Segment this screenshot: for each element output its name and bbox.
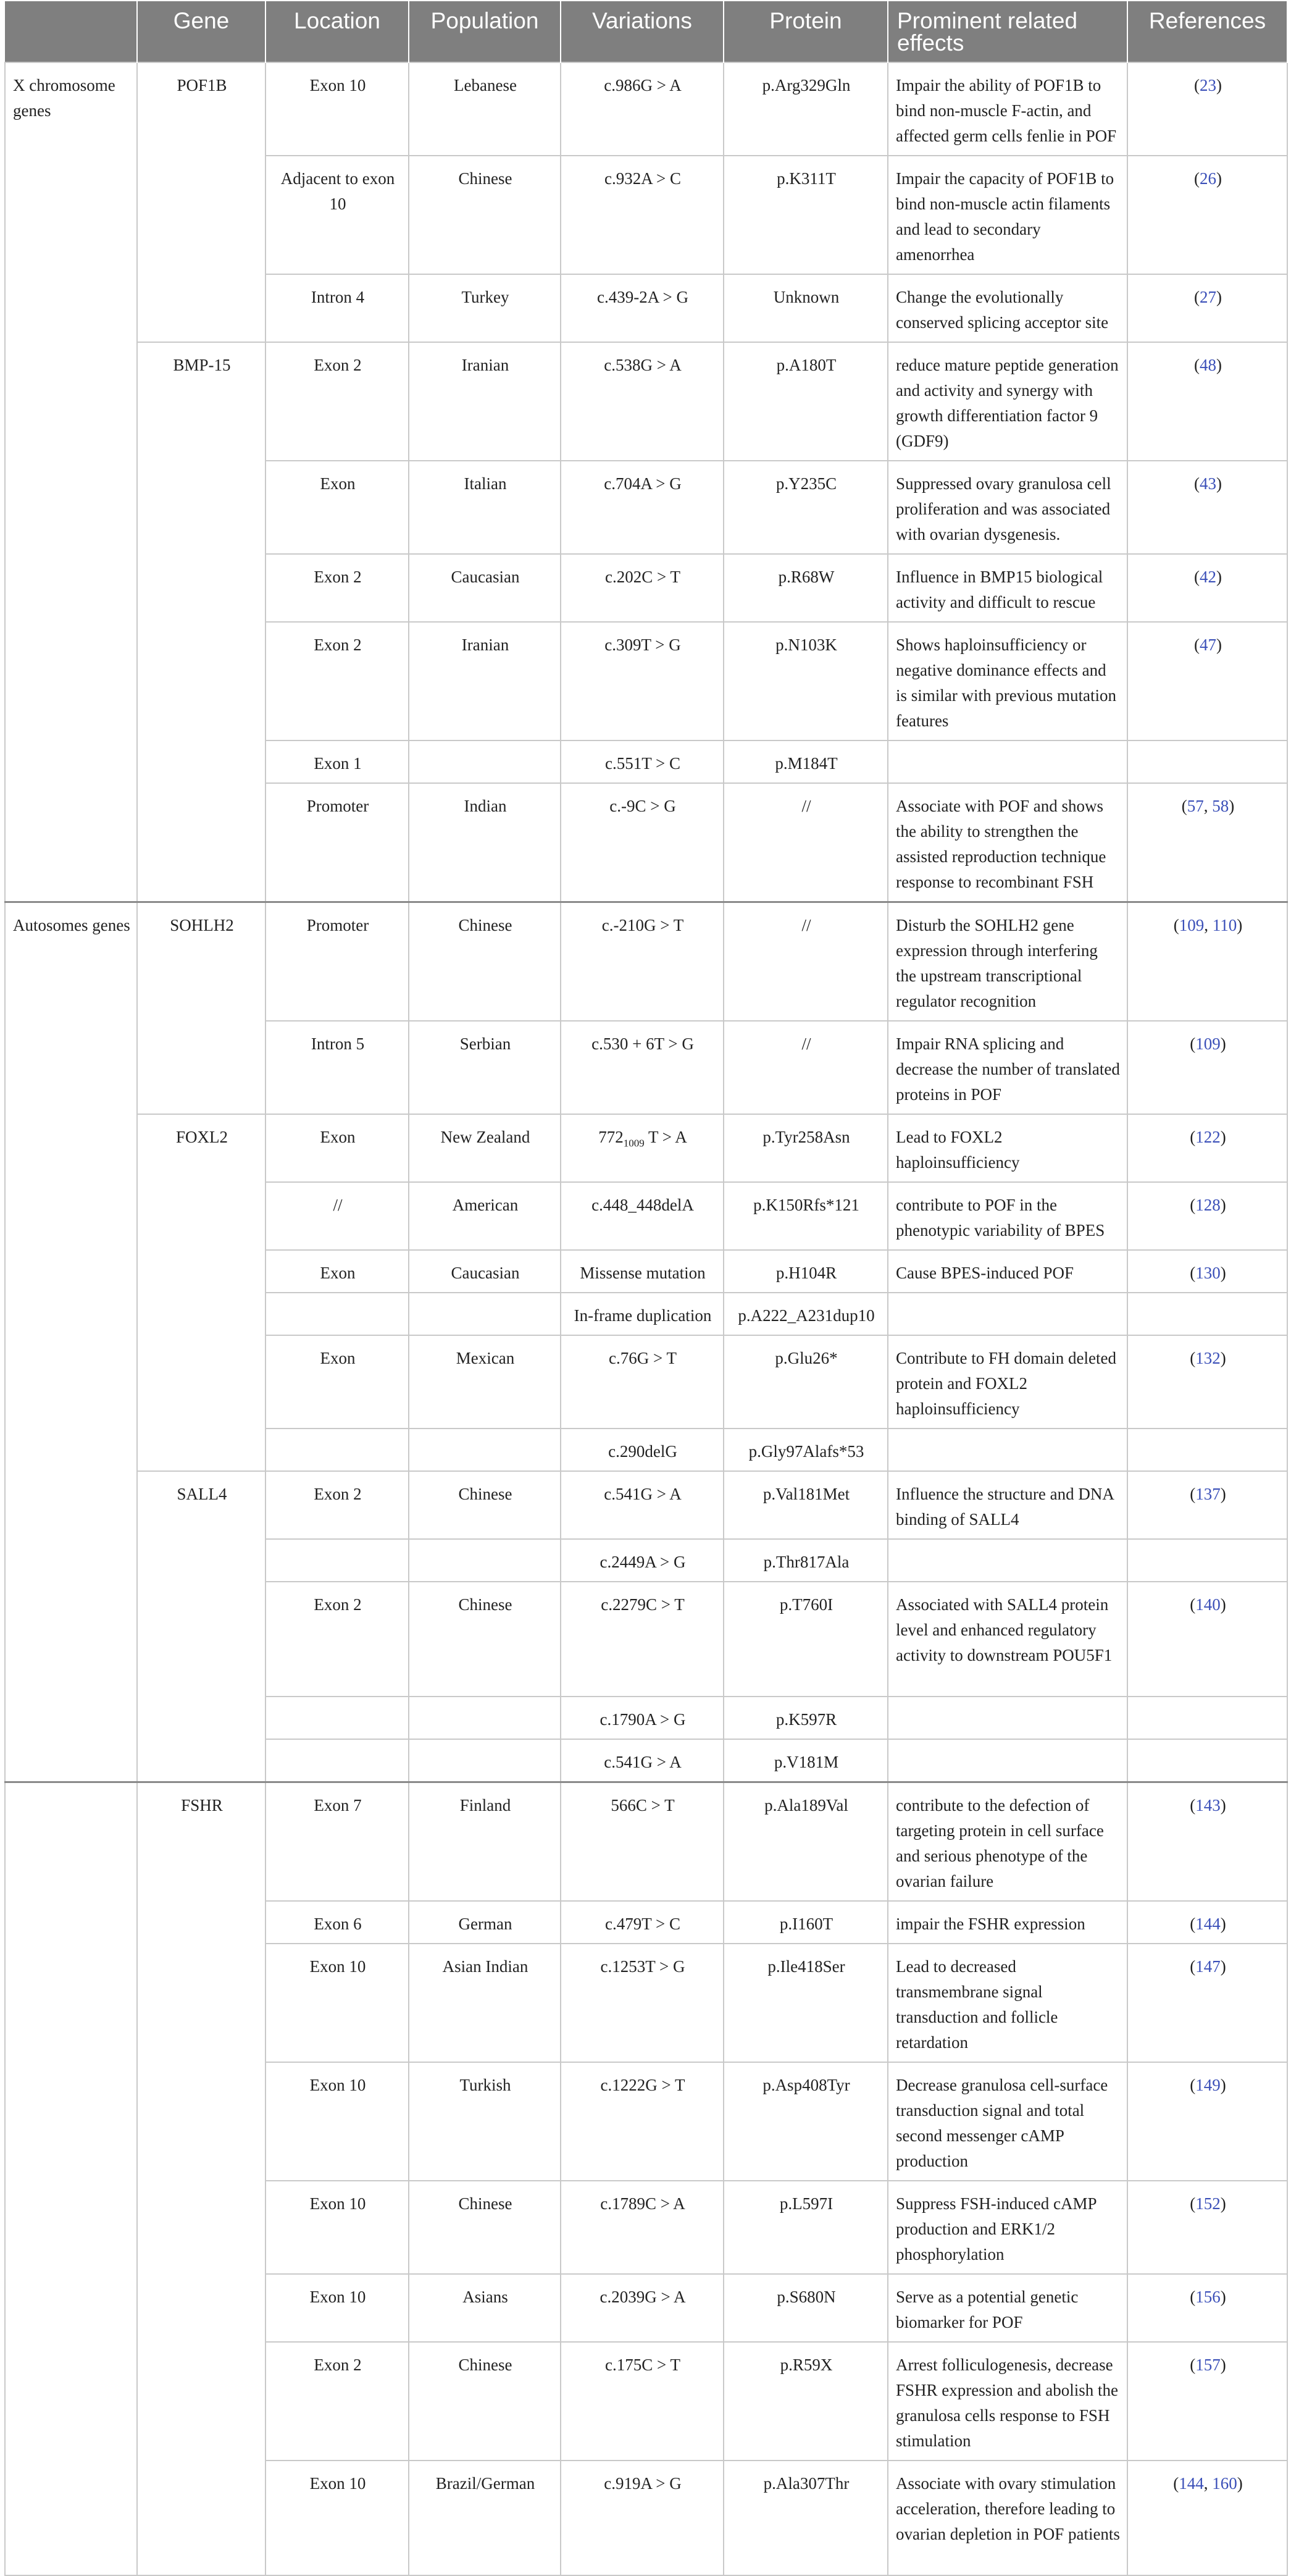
variation-cell: c.309T > G bbox=[561, 622, 724, 740]
references-cell bbox=[1127, 1539, 1287, 1582]
protein-cell: p.H104R bbox=[724, 1250, 888, 1293]
population-cell: Italian bbox=[409, 461, 561, 554]
group-label bbox=[5, 1782, 137, 2576]
reference-link[interactable]: 144 bbox=[1195, 1915, 1221, 1933]
protein-cell: p.M184T bbox=[724, 740, 888, 783]
variation-cell: c.551T > C bbox=[561, 740, 724, 783]
references-cell: (144, 160) bbox=[1127, 2461, 1287, 2575]
references-cell: (109) bbox=[1127, 1021, 1287, 1114]
reference-link[interactable]: 109 bbox=[1179, 916, 1205, 934]
protein-cell: p.Ile418Ser bbox=[724, 1944, 888, 2062]
variation-cell: c.986G > A bbox=[561, 62, 724, 156]
references-cell: (122) bbox=[1127, 1114, 1287, 1182]
effect-cell: contribute to the defection of targeting protein in cell surface and serious phenotype of the ovarian failure bbox=[888, 1782, 1127, 1902]
variation-text: 772 bbox=[598, 1128, 624, 1146]
references-cell bbox=[1127, 1697, 1287, 1739]
table-row bbox=[5, 1782, 1287, 1902]
location-cell: Exon 6 bbox=[265, 1901, 409, 1944]
references-cell: (157) bbox=[1127, 2342, 1287, 2461]
location-cell bbox=[265, 1429, 409, 1471]
reference-link[interactable]: 160 bbox=[1212, 2474, 1237, 2493]
reference-link[interactable]: 122 bbox=[1195, 1128, 1221, 1146]
effect-cell: Impair RNA splicing and decrease the number of translated proteins in POF bbox=[888, 1021, 1127, 1114]
gene-name: POF1B bbox=[137, 62, 265, 342]
header-row bbox=[5, 1, 1287, 62]
header-references: References bbox=[1127, 1, 1287, 62]
header-blank bbox=[5, 1, 137, 62]
protein-cell: p.V181M bbox=[724, 1739, 888, 1782]
variation-cell: c.932A > C bbox=[561, 156, 724, 274]
variation-cell: c.704A > G bbox=[561, 461, 724, 554]
variation-cell: c.1222G > T bbox=[561, 2062, 724, 2181]
location-cell: Exon 1 bbox=[265, 740, 409, 783]
population-cell: Brazil/German bbox=[409, 2461, 561, 2575]
population-cell: American bbox=[409, 1182, 561, 1250]
effect-cell bbox=[888, 1539, 1127, 1582]
reference-link[interactable]: 48 bbox=[1200, 356, 1216, 374]
effect-cell bbox=[888, 1697, 1127, 1739]
protein-cell: p.I160T bbox=[724, 1901, 888, 1944]
gene-name: SOHLH2 bbox=[137, 902, 265, 1115]
location-cell: Exon bbox=[265, 1114, 409, 1182]
references-cell: (47) bbox=[1127, 622, 1287, 740]
protein-cell: p.Thr817Ala bbox=[724, 1539, 888, 1582]
population-cell bbox=[409, 1293, 561, 1335]
references-cell bbox=[1127, 740, 1287, 783]
effect-cell: Disturb the SOHLH2 gene expression through interfering the upstream transcriptional regulator recognition bbox=[888, 902, 1127, 1022]
population-cell bbox=[409, 1739, 561, 1782]
table-row bbox=[5, 1471, 1287, 1539]
reference-link[interactable]: 109 bbox=[1195, 1034, 1221, 1053]
variation-cell: c.1790A > G bbox=[561, 1697, 724, 1739]
gene-name: FSHR bbox=[137, 1782, 265, 2576]
references-cell: (147) bbox=[1127, 1944, 1287, 2062]
location-cell bbox=[265, 1293, 409, 1335]
population-cell: New Zealand bbox=[409, 1114, 561, 1182]
variation-cell: c.1253T > G bbox=[561, 1944, 724, 2062]
location-cell bbox=[265, 1739, 409, 1782]
references-cell: (137) bbox=[1127, 1471, 1287, 1539]
location-cell: Exon 2 bbox=[265, 622, 409, 740]
gene-name: BMP-15 bbox=[137, 342, 265, 902]
reference-link[interactable]: 27 bbox=[1200, 288, 1216, 306]
header-protein: Protein bbox=[724, 1, 888, 62]
location-cell: Exon 2 bbox=[265, 342, 409, 461]
variation-cell: c.76G > T bbox=[561, 1335, 724, 1429]
references-cell: (27) bbox=[1127, 274, 1287, 342]
population-cell: Chinese bbox=[409, 2181, 561, 2274]
gene-name: SALL4 bbox=[137, 1471, 265, 1782]
protein-cell: p.R59X bbox=[724, 2342, 888, 2461]
effect-cell: Arrest folliculogenesis, decrease FSHR expression and abolish the granulosa cells response to FSH stimulation bbox=[888, 2342, 1127, 2461]
variation-subscript: 1009 bbox=[623, 1137, 645, 1149]
location-cell: Intron 4 bbox=[265, 274, 409, 342]
effect-cell: Suppressed ovary granulosa cell proliferation and was associated with ovarian dysgenesis. bbox=[888, 461, 1127, 554]
population-cell bbox=[409, 1539, 561, 1582]
location-cell: Exon 2 bbox=[265, 554, 409, 622]
location-cell bbox=[265, 1697, 409, 1739]
protein-cell: p.R68W bbox=[724, 554, 888, 622]
location-cell bbox=[265, 1539, 409, 1582]
reference-link[interactable]: 47 bbox=[1200, 636, 1216, 654]
references-cell: (132) bbox=[1127, 1335, 1287, 1429]
reference-link[interactable]: 43 bbox=[1200, 474, 1216, 493]
reference-link[interactable]: 57 bbox=[1187, 797, 1204, 815]
population-cell: Iranian bbox=[409, 622, 561, 740]
table-body bbox=[5, 62, 1287, 2575]
header-population: Population bbox=[409, 1, 561, 62]
variation-cell: Missense mutation bbox=[561, 1250, 724, 1293]
location-cell: // bbox=[265, 1182, 409, 1250]
effect-cell bbox=[888, 1739, 1127, 1782]
population-cell: Iranian bbox=[409, 342, 561, 461]
references-cell: (149) bbox=[1127, 2062, 1287, 2181]
location-cell: Exon 2 bbox=[265, 2342, 409, 2461]
variation-cell: 566C > T bbox=[561, 1782, 724, 1902]
effect-cell: Lead to decreased transmembrane signal transduction and follicle retardation bbox=[888, 1944, 1127, 2062]
population-cell: Serbian bbox=[409, 1021, 561, 1114]
variation-cell: c.439-2A > G bbox=[561, 274, 724, 342]
reference-link[interactable]: 156 bbox=[1195, 2288, 1221, 2306]
location-cell: Exon 7 bbox=[265, 1782, 409, 1902]
variation-cell: c.2279C > T bbox=[561, 1582, 724, 1697]
protein-cell: p.A222_A231dup10 bbox=[724, 1293, 888, 1335]
reference-link[interactable]: 144 bbox=[1179, 2474, 1204, 2493]
effect-cell bbox=[888, 740, 1127, 783]
reference-link[interactable]: 149 bbox=[1195, 2076, 1221, 2094]
population-cell: Finland bbox=[409, 1782, 561, 1902]
population-cell: Turkish bbox=[409, 2062, 561, 2181]
variation-cell: c.538G > A bbox=[561, 342, 724, 461]
variation-cell: c.2039G > A bbox=[561, 2274, 724, 2342]
variation-cell: c.175C > T bbox=[561, 2342, 724, 2461]
reference-link[interactable]: 137 bbox=[1195, 1485, 1221, 1503]
effect-cell: Associate with ovary stimulation acceleration, therefore leading to ovarian depletion in POF patients bbox=[888, 2461, 1127, 2575]
protein-cell: // bbox=[724, 783, 888, 902]
effect-cell: reduce mature peptide generation and activity and synergy with growth differentiation factor 9 (GDF9) bbox=[888, 342, 1127, 461]
protein-cell: p.Asp408Tyr bbox=[724, 2062, 888, 2181]
references-cell: (43) bbox=[1127, 461, 1287, 554]
header-effects: Prominent related effects bbox=[888, 1, 1127, 62]
variation-cell: c.479T > C bbox=[561, 1901, 724, 1944]
variation-cell bbox=[561, 1114, 724, 1182]
location-cell: Exon 2 bbox=[265, 1582, 409, 1697]
group-label: Autosomes genes bbox=[5, 902, 137, 1782]
effect-cell: Change the evolutionally conserved splicing acceptor site bbox=[888, 274, 1127, 342]
protein-cell: p.N103K bbox=[724, 622, 888, 740]
location-cell: Exon 10 bbox=[265, 2062, 409, 2181]
protein-cell: p.Ala307Thr bbox=[724, 2461, 888, 2575]
references-cell: (130) bbox=[1127, 1250, 1287, 1293]
gene-variation-table bbox=[4, 1, 1288, 2576]
variation-cell: c.1789C > A bbox=[561, 2181, 724, 2274]
reference-link[interactable]: 132 bbox=[1195, 1349, 1221, 1367]
population-cell: Caucasian bbox=[409, 1250, 561, 1293]
effect-cell bbox=[888, 1293, 1127, 1335]
references-cell: (23) bbox=[1127, 62, 1287, 156]
effect-cell: Influence in BMP15 biological activity and difficult to rescue bbox=[888, 554, 1127, 622]
variation-cell: c.541G > A bbox=[561, 1739, 724, 1782]
reference-link[interactable]: 110 bbox=[1212, 916, 1237, 934]
effect-cell: Contribute to FH domain deleted protein and FOXL2 haploinsufficiency bbox=[888, 1335, 1127, 1429]
population-cell: Caucasian bbox=[409, 554, 561, 622]
references-cell: (143) bbox=[1127, 1782, 1287, 1902]
gene-name: FOXL2 bbox=[137, 1114, 265, 1471]
protein-cell: p.K311T bbox=[724, 156, 888, 274]
location-cell: Exon bbox=[265, 1250, 409, 1293]
references-cell bbox=[1127, 1429, 1287, 1471]
effect-cell: Impair the capacity of POF1B to bind non-muscle actin filaments and lead to secondary amenorrhea bbox=[888, 156, 1127, 274]
effect-cell: Lead to FOXL2 haploinsufficiency bbox=[888, 1114, 1127, 1182]
location-cell: Exon 10 bbox=[265, 62, 409, 156]
reference-link[interactable]: 128 bbox=[1195, 1196, 1221, 1214]
references-cell: (128) bbox=[1127, 1182, 1287, 1250]
effect-cell: contribute to POF in the phenotypic variability of BPES bbox=[888, 1182, 1127, 1250]
protein-cell: p.A180T bbox=[724, 342, 888, 461]
reference-link[interactable]: 143 bbox=[1195, 1796, 1221, 1815]
variation-cell: c.919A > G bbox=[561, 2461, 724, 2575]
location-cell: Exon 2 bbox=[265, 1471, 409, 1539]
protein-cell: p.Tyr258Asn bbox=[724, 1114, 888, 1182]
variation-cell: c.-9C > G bbox=[561, 783, 724, 902]
effect-cell: Serve as a potential genetic biomarker for POF bbox=[888, 2274, 1127, 2342]
location-cell: Adjacent to exon 10 bbox=[265, 156, 409, 274]
population-cell: Asians bbox=[409, 2274, 561, 2342]
protein-cell: // bbox=[724, 902, 888, 1022]
references-cell bbox=[1127, 1739, 1287, 1782]
reference-link[interactable]: 26 bbox=[1200, 169, 1216, 188]
population-cell: Chinese bbox=[409, 1471, 561, 1539]
location-cell: Exon bbox=[265, 1335, 409, 1429]
protein-cell: p.Arg329Gln bbox=[724, 62, 888, 156]
effect-cell: Shows haploinsufficiency or negative dominance effects and is similar with previous mutation features bbox=[888, 622, 1127, 740]
location-cell: Promoter bbox=[265, 902, 409, 1022]
reference-link[interactable]: 157 bbox=[1195, 2356, 1221, 2374]
protein-cell: p.S680N bbox=[724, 2274, 888, 2342]
location-cell: Exon bbox=[265, 461, 409, 554]
references-cell: (156) bbox=[1127, 2274, 1287, 2342]
reference-link[interactable]: 152 bbox=[1195, 2194, 1221, 2213]
references-cell: (57, 58) bbox=[1127, 783, 1287, 902]
protein-cell: p.Gly97Alafs*53 bbox=[724, 1429, 888, 1471]
population-cell: Chinese bbox=[409, 1582, 561, 1697]
reference-link[interactable]: 23 bbox=[1200, 76, 1216, 94]
effect-cell bbox=[888, 1429, 1127, 1471]
reference-link[interactable]: 130 bbox=[1195, 1264, 1221, 1282]
reference-link[interactable]: 58 bbox=[1212, 797, 1229, 815]
table-row bbox=[5, 62, 1287, 156]
reference-link[interactable]: 140 bbox=[1195, 1595, 1221, 1614]
protein-cell: Unknown bbox=[724, 274, 888, 342]
effect-cell: Cause BPES-induced POF bbox=[888, 1250, 1127, 1293]
location-cell: Exon 10 bbox=[265, 2274, 409, 2342]
population-cell: Turkey bbox=[409, 274, 561, 342]
references-cell: (48) bbox=[1127, 342, 1287, 461]
population-cell: Asian Indian bbox=[409, 1944, 561, 2062]
variation-cell: c.2449A > G bbox=[561, 1539, 724, 1582]
protein-cell: p.K597R bbox=[724, 1697, 888, 1739]
effect-cell: Decrease granulosa cell-surface transduction signal and total second messenger cAMP production bbox=[888, 2062, 1127, 2181]
population-cell: Indian bbox=[409, 783, 561, 902]
references-cell: (152) bbox=[1127, 2181, 1287, 2274]
effect-cell: Suppress FSH-induced cAMP production and ERK1/2 phosphorylation bbox=[888, 2181, 1127, 2274]
protein-cell: p.K150Rfs*121 bbox=[724, 1182, 888, 1250]
variation-cell: c.-210G > T bbox=[561, 902, 724, 1022]
table-row bbox=[5, 1114, 1287, 1182]
header-location: Location bbox=[265, 1, 409, 62]
effect-cell: impair the FSHR expression bbox=[888, 1901, 1127, 1944]
protein-cell: p.Ala189Val bbox=[724, 1782, 888, 1902]
protein-cell: p.Glu26* bbox=[724, 1335, 888, 1429]
location-cell: Exon 10 bbox=[265, 2461, 409, 2575]
table-row bbox=[5, 902, 1287, 1022]
location-cell: Promoter bbox=[265, 783, 409, 902]
population-cell: Chinese bbox=[409, 156, 561, 274]
protein-cell: p.Val181Met bbox=[724, 1471, 888, 1539]
references-cell: (140) bbox=[1127, 1582, 1287, 1697]
variation-cell: c.202C > T bbox=[561, 554, 724, 622]
effect-cell: Associate with POF and shows the ability to strengthen the assisted reproduction technique response to recombinant FSH bbox=[888, 783, 1127, 902]
protein-cell: p.T760I bbox=[724, 1582, 888, 1697]
population-cell bbox=[409, 1429, 561, 1471]
variation-cell: In-frame duplication bbox=[561, 1293, 724, 1335]
population-cell: Chinese bbox=[409, 2342, 561, 2461]
effect-cell: Impair the ability of POF1B to bind non-muscle F-actin, and affected germ cells fenlie in POF bbox=[888, 62, 1127, 156]
protein-cell: p.Y235C bbox=[724, 461, 888, 554]
population-cell: Lebanese bbox=[409, 62, 561, 156]
variation-cell: c.541G > A bbox=[561, 1471, 724, 1539]
reference-link[interactable]: 147 bbox=[1195, 1957, 1221, 1976]
location-cell: Exon 10 bbox=[265, 2181, 409, 2274]
header-variations: Variations bbox=[561, 1, 724, 62]
location-cell: Exon 10 bbox=[265, 1944, 409, 2062]
variation-cell: c.530 + 6T > G bbox=[561, 1021, 724, 1114]
references-cell bbox=[1127, 1293, 1287, 1335]
variation-tail: T > A bbox=[648, 1128, 687, 1146]
variation-cell: c.448_448delA bbox=[561, 1182, 724, 1250]
population-cell: German bbox=[409, 1901, 561, 1944]
table-row bbox=[5, 342, 1287, 461]
references-cell: (26) bbox=[1127, 156, 1287, 274]
population-cell bbox=[409, 740, 561, 783]
protein-cell: // bbox=[724, 1021, 888, 1114]
variation-cell: c.290delG bbox=[561, 1429, 724, 1471]
references-cell: (144) bbox=[1127, 1901, 1287, 1944]
effect-cell: Influence the structure and DNA binding of SALL4 bbox=[888, 1471, 1127, 1539]
header-gene: Gene bbox=[137, 1, 265, 62]
population-cell: Chinese bbox=[409, 902, 561, 1022]
group-label: X chromosome genes bbox=[5, 62, 137, 902]
table-container bbox=[4, 1, 1287, 2576]
protein-cell: p.L597I bbox=[724, 2181, 888, 2274]
reference-link[interactable]: 42 bbox=[1200, 568, 1216, 586]
population-cell bbox=[409, 1697, 561, 1739]
population-cell: Mexican bbox=[409, 1335, 561, 1429]
location-cell: Intron 5 bbox=[265, 1021, 409, 1114]
effect-cell: Associated with SALL4 protein level and enhanced regulatory activity to downstream POU5F1 bbox=[888, 1582, 1127, 1697]
references-cell: (42) bbox=[1127, 554, 1287, 622]
references-cell: (109, 110) bbox=[1127, 902, 1287, 1022]
